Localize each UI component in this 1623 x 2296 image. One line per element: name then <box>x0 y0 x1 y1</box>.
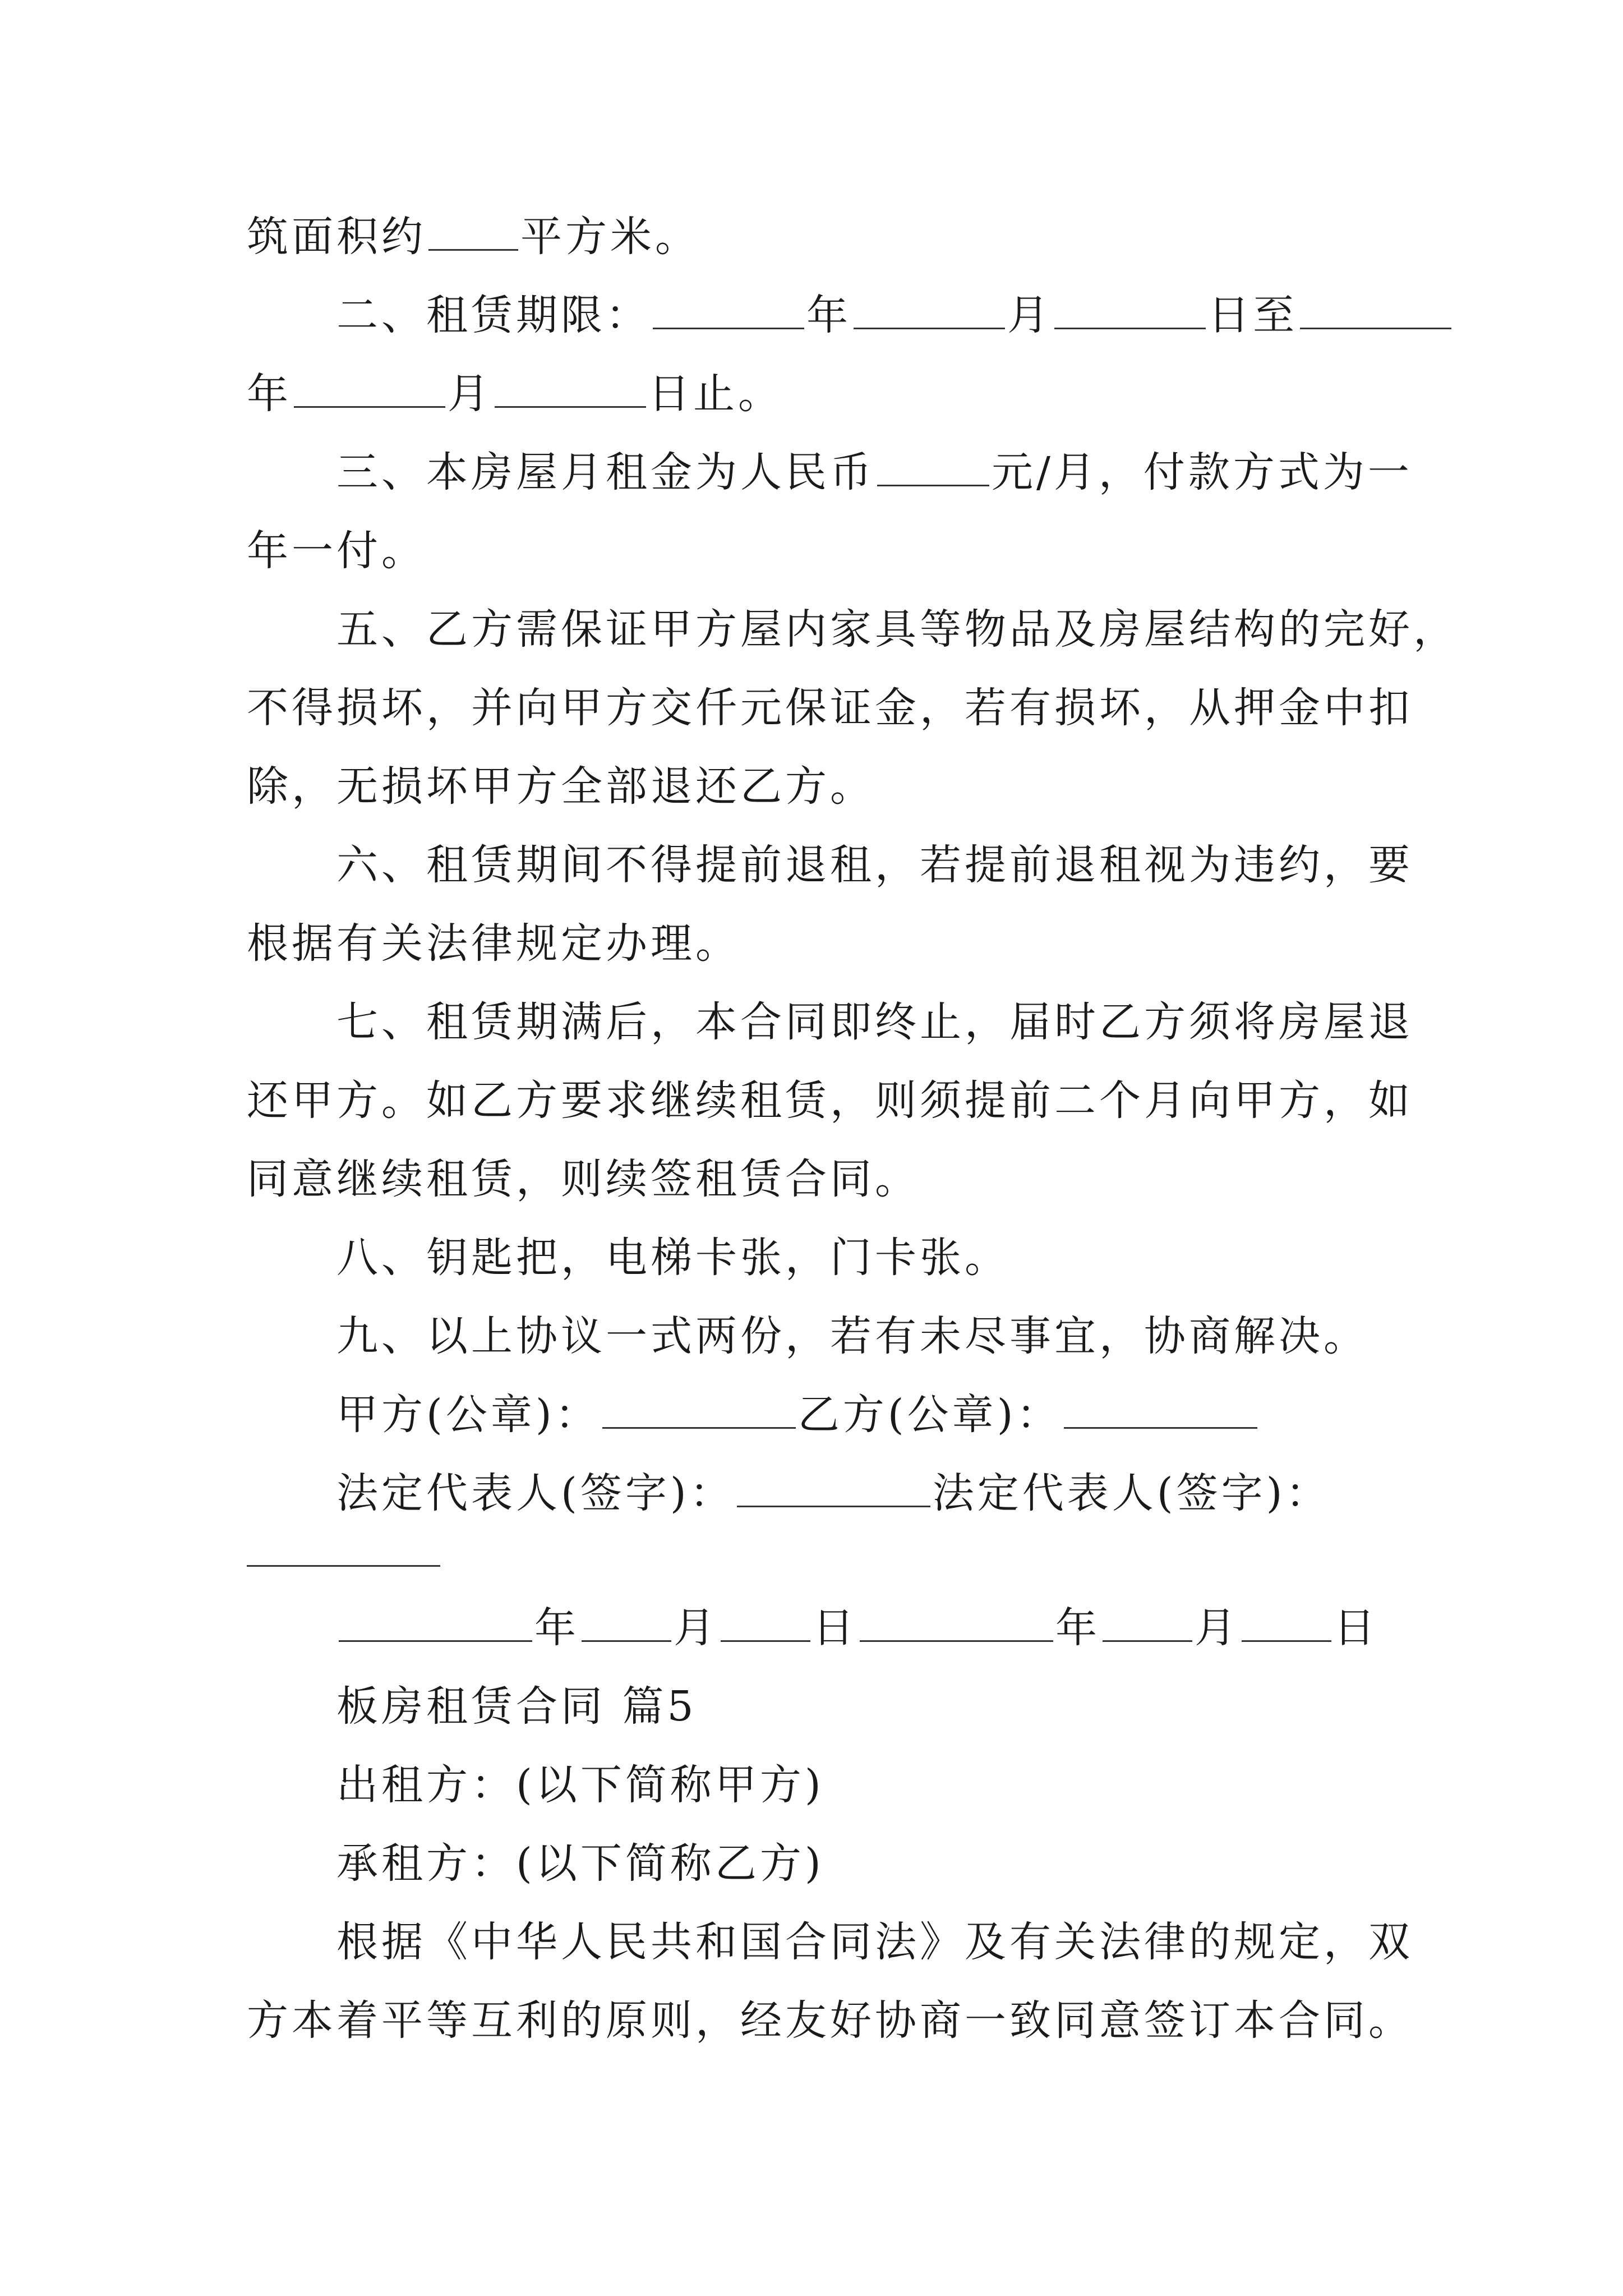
blank-field <box>854 293 1005 329</box>
text-line: 承租方：(以下简称乙方) <box>336 1839 824 1888</box>
blank-field <box>737 1471 930 1507</box>
blank-field <box>582 1605 671 1642</box>
blank-field <box>653 293 804 329</box>
text-line: 六、租赁期间不得提前退租，若提前退租视为违约，要 <box>336 841 1413 889</box>
text-line: 七、租赁期满后，本合同即终止，届时乙方须将房屋退 <box>336 998 1413 1046</box>
text-line: 筑面积约 平方米。 <box>247 213 700 261</box>
text-line: 二、租赁期限： 年 月 日至 <box>336 287 1454 343</box>
text-line: 不得损坏，并向甲方交仟元保证金，若有损坏，从押金中扣 <box>247 684 1413 732</box>
text-line: 方本着平等互利的原则，经友好协商一致同意签订本合同。 <box>247 1996 1413 2045</box>
text-line: 还甲方。如乙方要求继续租赁，则须提前二个月向甲方，如 <box>247 1076 1413 1125</box>
blank-field <box>1300 293 1451 329</box>
text-line: 九、以上协议一式两份，若有未尽事宜，协商解决。 <box>336 1312 1368 1360</box>
text-line: 根据有关法律规定办理。 <box>247 919 740 968</box>
text-line: 根据《中华人民共和国合同法》及有关法律的规定，双 <box>336 1918 1413 1966</box>
blank-field <box>721 1605 810 1642</box>
blank-field <box>247 1565 440 1567</box>
text-line: 五、乙方需保证甲方屋内家具等物品及房屋结构的完好， <box>336 605 1458 654</box>
text-line: 同意继续租赁，则续签租赁合同。 <box>247 1155 920 1203</box>
blank-field <box>294 371 445 408</box>
text-line: 除，无损坏甲方全部退还乙方。 <box>247 762 875 811</box>
blank-field <box>602 1392 796 1429</box>
date-line: 年 月 日 年 月 日 <box>336 1600 1378 1656</box>
blank-field <box>860 1605 1053 1642</box>
text-line: 年 月 日止。 <box>247 370 783 418</box>
blank-field <box>428 214 518 251</box>
signature-line: 法定代表人(签字)： 法定代表人(签字)： <box>336 1469 1331 1517</box>
blank-field <box>877 450 989 486</box>
text-line: 出租方：(以下简称甲方) <box>336 1761 824 1809</box>
blank-field <box>495 371 646 408</box>
section-heading: 板房租赁合同 篇5 <box>336 1682 697 1731</box>
blank-field <box>1064 1392 1257 1429</box>
text-line: 三、本房屋月租金为人民币 元/月，付款方式为一 <box>336 448 1413 496</box>
blank-field <box>1103 1605 1192 1642</box>
signature-line: 甲方(公章)： 乙方(公章)： <box>336 1387 1260 1443</box>
blank-field <box>1242 1605 1331 1642</box>
text-line: 年一付。 <box>247 527 426 575</box>
blank-field <box>339 1605 532 1642</box>
text-line: 八、钥匙把，电梯卡张，门卡张。 <box>336 1234 1009 1282</box>
blank-field <box>1054 293 1206 329</box>
